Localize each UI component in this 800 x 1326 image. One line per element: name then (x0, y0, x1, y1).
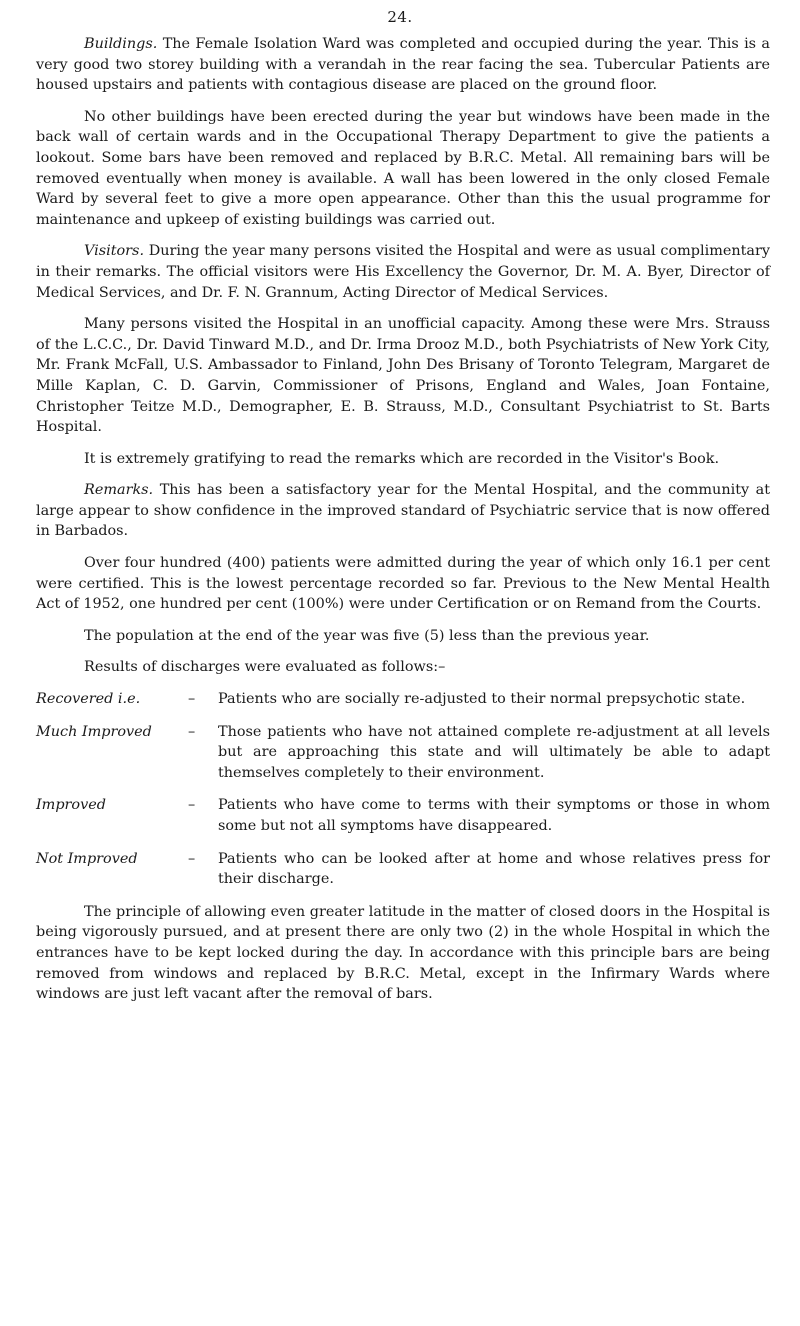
remarks-text-1: This has been a satisfactory year for the Mental Hospital, and the community at large appear to show confidence in the improved standard of Psychiatric service that is now offered in Barbados. (36, 482, 771, 540)
visitors-paragraph-1 (36, 241, 770, 303)
definition-term: Improved (36, 797, 106, 814)
definition-term: Not Improved (36, 850, 138, 867)
definition-text: Patients who are socially re-adjusted to their normal prepsychotic state. (218, 691, 746, 708)
page-number: 24. (387, 8, 413, 26)
definition-dash: – (188, 691, 196, 708)
remarks-paragraph-1 (36, 480, 770, 542)
closing-paragraph: The principle of allowing even greater latitude in the matter of closed doors in the Hospital is being vigorously pursued, and at present there are only two (2) in the whole Hospital in which the entrances have to be kept locked during the day. In accordance with this principle bars are being removed from windows and replaced by B.R.C. Metal, except in the Infirmary Wards where windows are just left vacant after the removal of bars. (36, 903, 770, 1003)
visitors-paragraph-3: It is extremely gratifying to read the remarks which are recorded in the Visitor's Book. (84, 450, 720, 467)
definition-item (36, 722, 770, 784)
remarks-paragraph-2: Over four hundred (400) patients were admitted during the year of which only 16.1 per cent were certified. This is the lowest percentage recorded so far. Previous to the New Mental Health Act of 1952, one hundred per cent (100%) were under Certification or on Remand from the Courts. (36, 555, 770, 613)
definition-term: Much Improved (36, 723, 152, 740)
buildings-heading: Buildings. (84, 36, 158, 52)
remarks-paragraph-3: The population at the end of the year was five (5) less than the previous year. (84, 627, 650, 644)
remarks-paragraph-4: Results of discharges were evaluated as follows:– (84, 659, 446, 676)
document-body (36, 34, 770, 1016)
remarks-heading: Remarks. (84, 482, 154, 499)
definition-item (36, 849, 770, 890)
buildings-text-1: The Female Isolation Ward was completed and occupied during the year. This is a very good two storey building with a verandah in the rear facing the sea. Tubercular Patients are housed upstairs and patients with contagious disease are placed on the ground floor. (36, 36, 771, 94)
definition-dash: – (188, 850, 196, 867)
definition-text: Patients who have come to terms with their symptoms or those in whom some but not all symptoms have disappeared. (218, 797, 770, 834)
definition-item (36, 689, 770, 710)
definition-item (36, 795, 770, 836)
discharge-definitions (36, 689, 770, 890)
definition-text: Those patients who have not attained complete re-adjustment at all levels but are approaching this state and will ultimately be able to adapt themselves completely to their environment. (218, 723, 770, 781)
visitors-paragraph-2: Many persons visited the Hospital in an unofficial capacity. Among these were Mrs. Strauss of the L.C.C., Dr. David Tinward M.D., and Dr. Irma Drooz M.D., both Psychiatrists of New York City, Mr. Frank McFall, U.S. Ambassador to Finland, John Des Brisany of Toronto Telegram, Margaret de Mille Kaplan, C. D. Garvin, Commissioner of Prisons, England and Wales, Joan Fontaine, Christopher Teitze M.D., Demographer, E. B. Strauss, M.D., Consultant Psychiatrist to St. Barts Hospital. (36, 316, 770, 436)
visitors-text-1: During the year many persons visited the Hospital and were as usual complimentary in their remarks. The official visitors were His Excellency the Governor, Dr. M. A. Byer, Director of Medical Services, and Dr. F. N. Grannum, Acting Director of Medical Services. (36, 243, 770, 301)
definition-dash: – (188, 723, 196, 740)
definition-dash: – (188, 797, 196, 814)
visitors-heading: Visitors. (84, 243, 145, 260)
definition-text: Patients who can be looked after at home and whose relatives press for their discharge. (218, 850, 770, 888)
definition-term: Recovered i.e. (36, 691, 141, 708)
buildings-paragraph-1 (36, 34, 770, 96)
buildings-paragraph-2: No other buildings have been erected during the year but windows have been made in the back wall of certain wards and in the Occupational Therapy Department to give the patients a lookout. Some bars have been removed and replaced by B.R.C. Metal. All remaining bars will be removed eventually when money is available. A wall has been lowered in the only closed Female Ward by several feet to give a more open appearance. Other than this the usual programme for maintenance and upkeep of existing buildings was carried out. (36, 108, 770, 228)
